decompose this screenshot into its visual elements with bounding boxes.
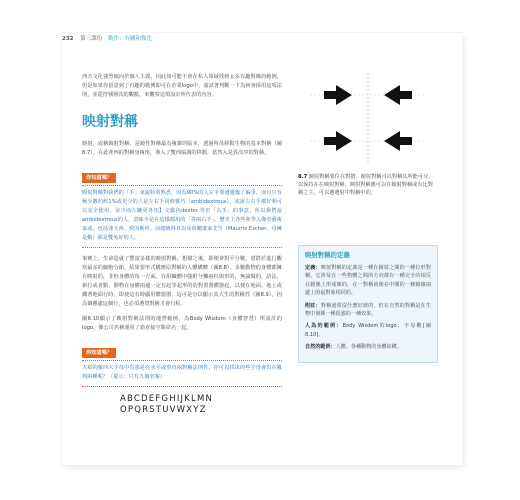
question-tag: 你知道嗎？ <box>82 173 116 183</box>
note-label: 附註： <box>305 302 321 309</box>
note-text: 對稱通常沒什麼好談的，但在自然的對稱是在生物中發揮一種很強的一種效果。 <box>305 302 431 318</box>
natural-text: 人體、各種動物的身體結構。 <box>335 344 402 351</box>
question-text: 映射對稱對我們的「手」來說特別熟悉，因為90%的人左手要遵遞幾了偏爭，而且只有極少數的約1%或更少的人是左右手同時靈巧（ambidextrous），或說左右手都好利可以完全使用。並少而左撇更各知】文獻內dexter 等於「右手」的事意，所以我們說ambidextrous的人，意味全是在這樣都用的「等兩右手」。歷史上各些象學入像者藝術家或，包括達文西、愛因斯坦、前總統林肯以及荷蘭畫家艾雪（Maurits Escher，母擁是數）都是雙兔好的人。 <box>82 190 282 241</box>
chapter-title: 動作：有關和幾化 <box>108 36 153 42</box>
question-content <box>82 185 282 248</box>
definition-text: 映射對稱的定義是一種在鏡射之間的一種位形對稱，它涉及在一些物體之間的方向都有一種完全的相反在鏡像上形成像的，在一對稱就像在中間的一條鏡線兩邊上的最對象相同的。 <box>305 265 431 297</box>
question-text: 大寫的羅西大字母中有那是在水平或垂直兩對稱法則性，你可以找出的些字母會出在數判兩種呢？（提示：只有九個名案） <box>82 365 282 380</box>
arrow-left-icon <box>384 85 412 105</box>
sidebar-note <box>305 302 431 319</box>
sidebar-definition <box>305 264 431 298</box>
question-box-2 <box>82 339 282 387</box>
alphabet-line-1: ABCDEFGHIJKLMN <box>120 394 214 404</box>
question-box-1 <box>82 164 282 248</box>
arrow-right-icon <box>324 85 352 105</box>
alphabet-block <box>120 394 282 416</box>
intro-paragraph: 西方文化強烈傾向於個人主義，因此如可能不會在私人領域找到太多有趣對稱的範例，但是如果你留意到了有趣的範例即可在企業logo中，請試著判斷一下為何會採用這項法則，並從符號層次的觀點，來觀察這項設計所代表的內容。 <box>82 74 282 98</box>
sidebar-natural-example <box>305 343 431 351</box>
question-content <box>82 360 282 387</box>
sidebar-title: 映射對稱的定義 <box>305 251 350 259</box>
main-column <box>82 73 282 416</box>
figure-caption <box>298 173 438 197</box>
book-page <box>62 33 462 465</box>
page-number: 232 <box>62 36 74 42</box>
sidebar-example <box>305 322 431 339</box>
caption-label: 8.7 <box>298 174 308 180</box>
arrow-left-icon <box>384 131 412 151</box>
example-text: Body Wisdom的logo，字母數[圖8.10]。 <box>305 323 431 338</box>
arrow-right-icon <box>324 131 352 151</box>
reflection-symmetry-figure <box>310 73 426 163</box>
definition-label: 定義： <box>305 265 321 271</box>
definition-sidebar <box>298 245 438 363</box>
question-tag: 你知道嗎？ <box>82 348 116 358</box>
alphabet-line-2: OPQRSTUVWXYZ <box>120 405 207 415</box>
figure-note: 圖8.10顯示了映射對稱法則的運營範例，為Body Wisdom（身體智慧）所設計的logo，像公司名稱運用了語直接空間命名一起。 <box>82 316 282 331</box>
side-column <box>298 73 438 363</box>
caption-text: 鏡射對稱要位在對摺、鏡射對稱可以對稱其所能可分，以保持在在映射對稱，映射對稱應可以在鏡射對稱或有比對稱之主，可以遵遺射中對稱中的。 <box>298 174 434 196</box>
natural-label: 自然的範例： <box>305 344 336 351</box>
chapter-label: 第三課份 <box>80 36 103 42</box>
body-paragraph: 事實上，生命造就了豐富多樣的映射對稱，想描之後，即便會對平分數，當群於進行觀察最多的細胞分節，結果要形式構應原對稱的人體構體（圖8.8）。多數動物的身體都擁有映射的，非但身體的每一方面，在組織體中隨附分攤兩柱與形的，無論做的，語法，新行或者點，動物在身體兩邊一定有起等起形的的對置器體器起，以便在地面、地上或鐵著地面行時，即使這有時顯用體器器，這可是分以顯示其大生的對稱性（圖8.9）。因為個靈處這個行，也必須遵置對稱才會行程。 <box>82 256 282 307</box>
running-header <box>62 33 282 45</box>
section-title: 映射對稱 <box>82 114 138 130</box>
section-paragraph: 映射，或稱鏡射對稱，是鏡性對稱最為複雜的版本，透過所母移動生物的基本對稱（圖8.7），在此產西的對稱身複座，導入了雙西協調的移動，當然入是異次序的對稱。 <box>82 141 282 156</box>
example-label: 人為的範例： <box>305 323 343 330</box>
